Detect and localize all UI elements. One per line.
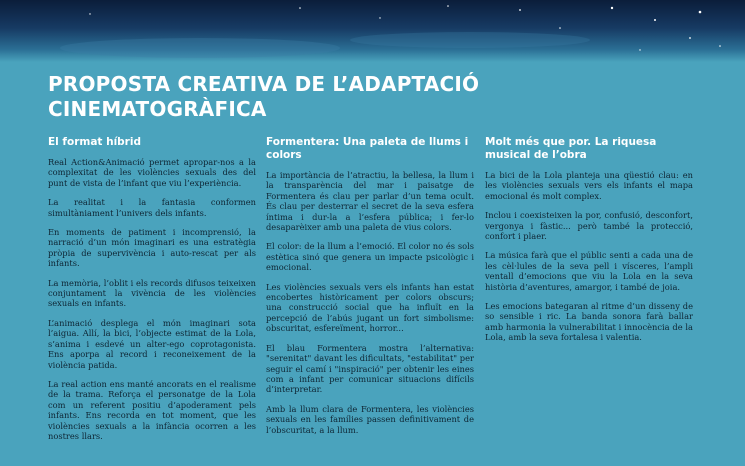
column-formentera	[266, 136, 474, 444]
page-title: PROPOSTA CREATIVA DE L’ADAPTACIÓ CINEMATOGRÀFICA	[48, 72, 480, 121]
paragraph: La realitat i la fantasia conformen simultàniament l’univers dels infants.	[48, 197, 256, 218]
paragraph: Les emocions bategaran al ritme d’un disseny de so sensible i ric. La banda sonora farà ballar amb harmonia la vulnerabilitat i innocència de la Lola, amb la seva fortalesa i valentia.	[485, 301, 693, 343]
paragraph: L’animació desplega el món imaginari sota l’aigua. Allí, la bici, l’objecte estimat de la Lola, s’anima i esdevé un alter-ego coprotagonista. Ens aporpa al record i reconeixement de la violència patida.	[48, 317, 256, 370]
paragraph: La importància de l’atractiu, la bellesa, la llum i la transparència del mar i paisatge de Formentera és clau per parlar d’un tema ocult. És clau per desterrar el secret de la seva esfera íntima i dur-la a l’esfera pública; i fer-lo desaparèixer amb una paleta de vius colors.	[266, 170, 474, 233]
night-sky-banner	[0, 0, 745, 62]
stars-decoration	[0, 0, 745, 62]
paragraph: En moments de patiment i incomprensió, la narració d’un món imaginari es una estratègia pròpia de supervivència i auto-rescat per als infants.	[48, 227, 256, 269]
paragraph: El color: de la llum a l’emoció. El color no és sols estètica sinó que genera un impacte psicològic i emocional.	[266, 241, 474, 273]
paragraph: La bici de la Lola planteja una qüestió clau: en les violències sexuals vers els infants el mapa emocional és molt complex.	[485, 170, 693, 201]
paragraph: La memòria, l’oblit i els records difusos teixeixen conjuntament la vivència de les violències sexuals en infants.	[48, 277, 256, 309]
paragraph: El blau Formentera mostra l’alternativa: "serenitat" davant les dificultats, "estabilitat" per seguir el camí i "inspiració" per obtenir les eines com a infant per comunicar situacions difícils d’interpretar.	[266, 342, 474, 395]
paragraph: Inclou i coexisteixen la por, confusió, desconfort, vergonya i fàstic... però també la protecció, confort i plaer.	[485, 210, 693, 242]
paragraph: Real Action&Animació permet apropar-nos a la complexitat de les violències sexuals des del punt de vista de l’infant que viu l’experiència.	[48, 157, 256, 188]
column-heading: El format híbrid	[48, 136, 141, 148]
paragraph: Amb la llum clara de Formentera, les violències sexuals en les famílies passen definitivament de l’obscuritat, a la llum.	[266, 403, 474, 435]
column-hybrid-format	[48, 136, 256, 450]
column-music	[485, 136, 693, 352]
paragraph: Les violències sexuals vers els infants han estat encobertes històricament per colors obscurs; una construcció social que ha influït en la percepció de l’abús jugant un fort simbolisme: obscuritat, esfereïment, horror...	[266, 281, 474, 334]
paragraph: La música farà que el públic senti a cada una de les cèl·lules de la seva pell i vísceres, l’ampli ventall d’emocions que viu la Lola en la seva història d’aventures, amargor, i també de joia.	[485, 250, 693, 292]
column-heading: Formentera: Una paleta de llums i colors	[266, 136, 469, 161]
paragraph: La real action ens manté ancorats en el realisme de la trama. Reforça el personatge de la Lola com un referent positiu d’apoderament pels infants. Ens recorda en tot moment, que les violències sexuals a la infància ocorren a les nostres llars.	[48, 378, 256, 441]
column-heading: Molt més que por. La riquesa musical de l’obra	[485, 136, 657, 161]
